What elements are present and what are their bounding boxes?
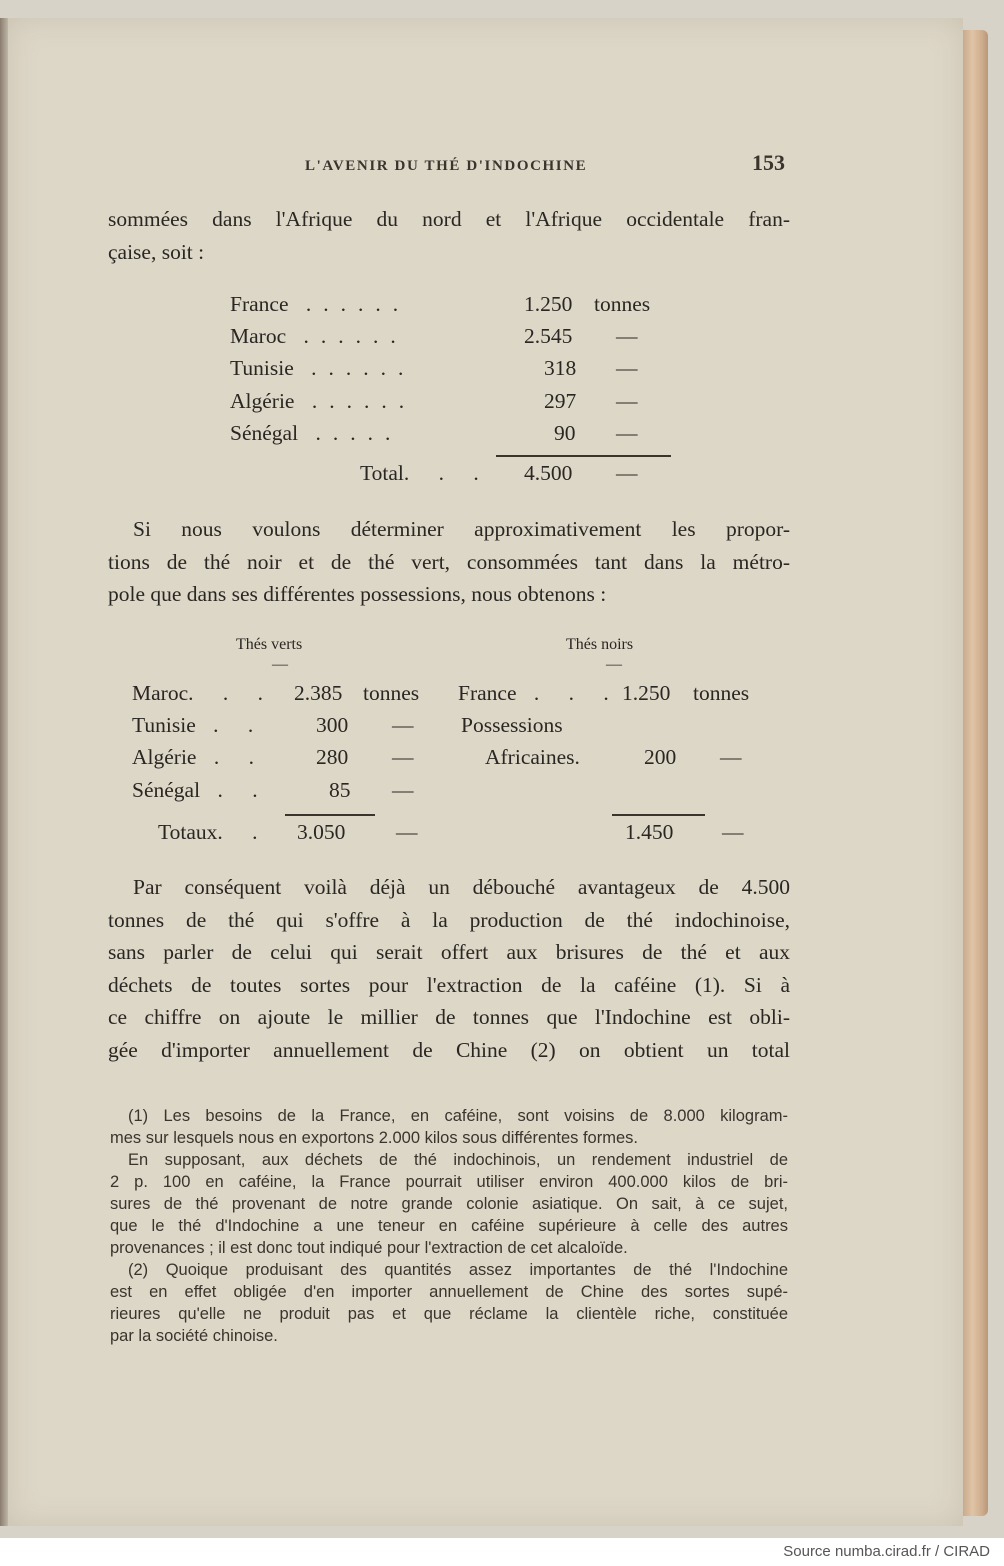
table-cell-unit: — <box>720 745 742 769</box>
footnote-line: sures de thé provenant de notre grande colonie asiatique. On sait, à ce sujet, <box>110 1195 788 1213</box>
table-cell-unit: — <box>392 778 414 802</box>
page-edge <box>962 30 988 1516</box>
total-value: 1.450 <box>625 820 674 844</box>
table-cell-value: 318 <box>544 356 577 380</box>
paragraph-outlet <box>108 871 790 1066</box>
header-dash: — <box>606 656 622 673</box>
paragraph-proportions <box>108 513 790 611</box>
table-row: Africaines. <box>485 745 580 769</box>
total-label: Total. . . <box>360 461 491 485</box>
table-cell-value: 2.545 <box>524 324 573 348</box>
footnote-line: mes sur lesquels nous en exportons 2.000 kilos sous différentes formes. <box>110 1129 638 1147</box>
table-cell-unit: — <box>616 421 638 445</box>
header-dash: — <box>272 656 288 673</box>
text-line: pole que dans ses différentes possessions, nous obtenons : <box>108 582 607 606</box>
table-cell-value: 1.250 <box>524 292 573 316</box>
footnote-line: En supposant, aux déchets de thé indochinois, un rendement industriel de <box>128 1151 788 1169</box>
table-cell-unit: tonnes <box>594 292 651 316</box>
table-cell-value: 300 <box>316 713 349 737</box>
table-cell-unit: — <box>616 356 638 380</box>
column-header-green: Thés verts <box>236 636 303 653</box>
total-value: 3.050 <box>297 820 346 844</box>
running-head: L'AVENIR DU THÉ D'INDOCHINE <box>305 158 588 174</box>
total-unit: — <box>396 820 418 844</box>
footnotes <box>110 1105 788 1347</box>
table-cell-unit: — <box>392 745 414 769</box>
table-cell-unit: — <box>616 324 638 348</box>
table-cell-value: 280 <box>316 745 349 769</box>
table-cell-value: 85 <box>329 778 351 802</box>
table-cell-unit: tonnes <box>693 681 750 705</box>
table-cell-unit: tonnes <box>363 681 420 705</box>
table-cell-value: 200 <box>644 745 677 769</box>
footnote-line: par la société chinoise. <box>110 1327 278 1345</box>
table-row: Sénégal ..... <box>230 421 403 445</box>
total-rule <box>285 814 375 816</box>
text-line: tions de thé noir et de thé vert, consommées tant dans la métro- <box>108 549 790 574</box>
table-row: Tunisie ...... <box>230 356 416 380</box>
column-header-black: Thés noirs <box>566 636 634 653</box>
table-row: Algérie ...... <box>230 389 417 413</box>
table-row: France ...... <box>230 292 411 316</box>
table-cell-value: 90 <box>554 421 576 445</box>
table-row: Maroc ...... <box>230 324 408 348</box>
text-line: tonnes de thé qui s'offre à la production de thé indochinoise, <box>108 907 790 932</box>
footnote-line: provenances ; il est donc tout indiqué pour l'extraction de cet alcaloïde. <box>110 1239 628 1257</box>
totals-label: Totaux. . <box>158 820 270 844</box>
text-line: sommées dans l'Afrique du nord et l'Afrique occidentale fran- <box>108 207 790 231</box>
text-line: ce chiffre on ajoute le millier de tonnes que l'Indochine est obli- <box>108 1005 790 1029</box>
text-line: gée d'importer annuellement de Chine (2) on obtient un total <box>108 1037 790 1062</box>
table-row: Tunisie . . <box>132 713 266 737</box>
text-line: déchets de toutes sortes pour l'extraction de la caféine (1). Si à <box>108 972 790 997</box>
table-row: Possessions <box>461 713 563 737</box>
table-cell-unit: — <box>616 389 638 413</box>
total-unit: — <box>722 820 744 844</box>
table-row: Algérie . . <box>132 745 266 769</box>
footnote-line: que le thé d'Indochine a une teneur en caféine supérieure à celle des autres <box>110 1217 788 1235</box>
table-row: Sénégal . . <box>132 778 270 802</box>
intro-paragraph <box>108 203 790 268</box>
footnote-line: 2 p. 100 en caféine, la France pourrait utiliser environ 400.000 kilos de bri- <box>110 1173 788 1191</box>
footnote-line: (1) Les besoins de la France, en caféine, sont voisins de 8.000 kilogram- <box>128 1107 788 1125</box>
text-line: Si nous voulons déterminer approximativement les propor- <box>133 517 790 541</box>
table-row: Maroc. . . <box>132 681 275 705</box>
text-line: sans parler de celui qui serait offert aux brisures de thé et aux <box>108 940 790 964</box>
text-line: çaise, soit : <box>108 239 205 264</box>
total-unit: — <box>616 461 638 485</box>
table-cell-value: 1.250 <box>622 681 671 705</box>
table-cell-unit: — <box>392 713 414 737</box>
source-credit: Source numba.cirad.fr / CIRAD <box>783 1543 990 1560</box>
footnote-line: rieures qu'elle ne produit pas et que réclame la clientèle riche, constituée <box>110 1305 788 1323</box>
footnote-line: est en effet obligée d'en importer annuellement de Chine des sortes supé- <box>110 1283 788 1301</box>
total-rule <box>612 814 705 816</box>
table-cell-value: 2.385 <box>294 681 343 705</box>
total-rule <box>496 455 671 457</box>
table-row: France . . . <box>458 681 621 705</box>
total-value: 4.500 <box>524 461 573 485</box>
text-line: Par conséquent voilà déjà un débouché avantageux de 4.500 <box>133 875 790 899</box>
table-cell-value: 297 <box>544 389 577 413</box>
footnote-line: (2) Quoique produisant des quantités assez importantes de thé l'Indochine <box>128 1261 788 1279</box>
page-number: 153 <box>752 150 785 175</box>
